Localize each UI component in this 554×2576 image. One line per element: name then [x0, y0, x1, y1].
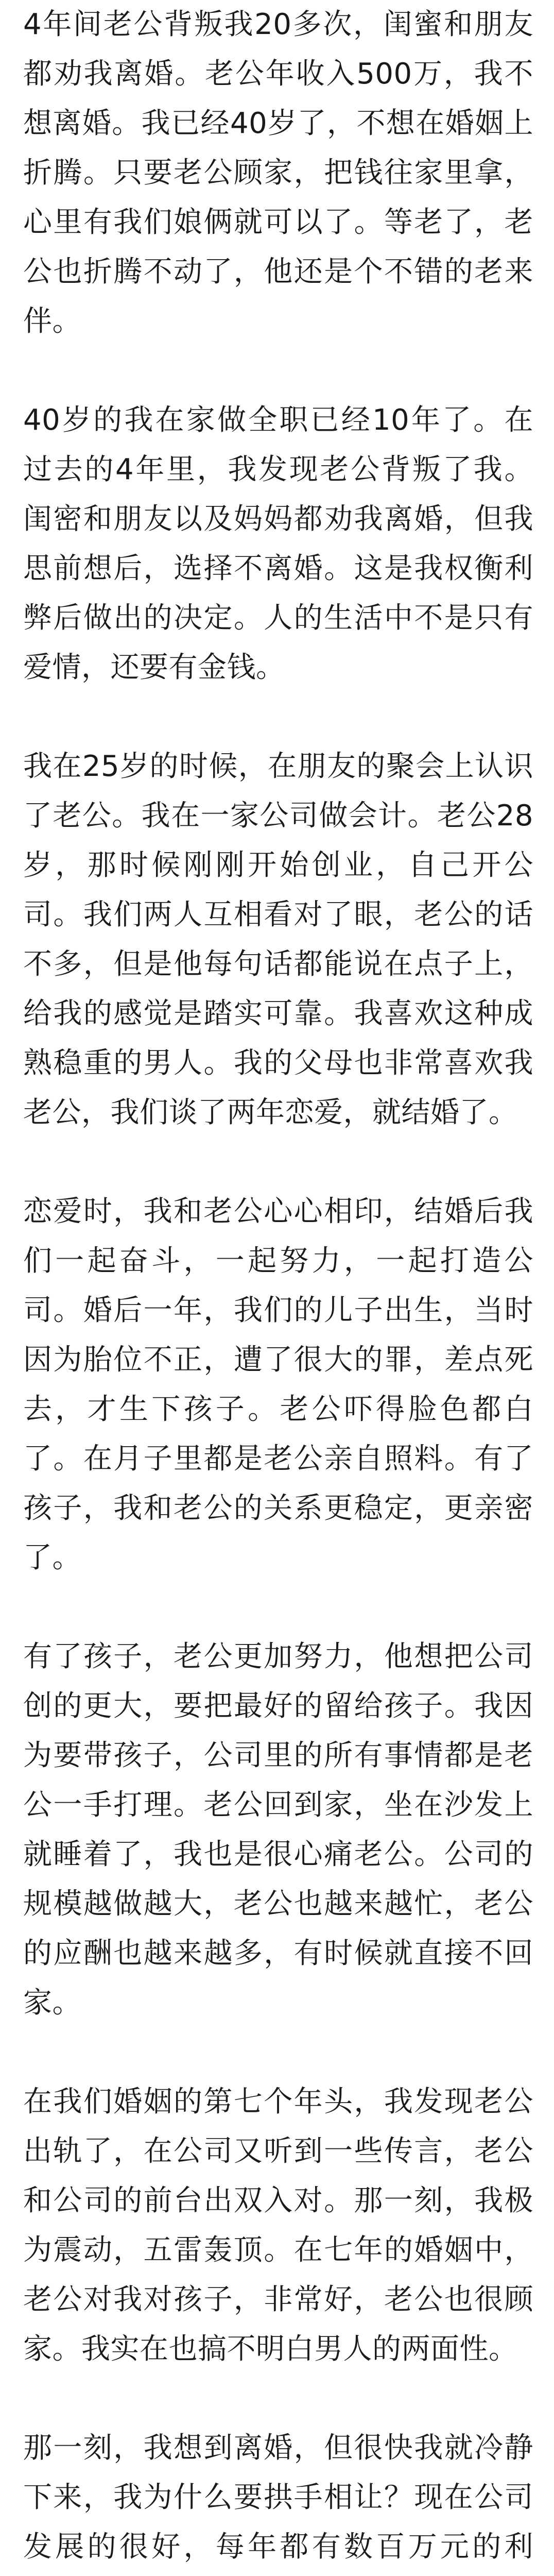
- paragraph-gap: [23, 692, 533, 742]
- paragraph-gap: [23, 2374, 533, 2424]
- paragraph-5: 有了孩子，老公更加努力，他想把公司创的更大，要把最好的留给孩子。我因为要带孩子，公司里的所有事情都是老公一手打理。老公回到家，坐在沙发上就睡着了，我也是很心痛老公。公司的规模越做越大，老公也越来越忙，老公的应酬也越来越多，有时候就直接不回家。: [23, 1640, 533, 2020]
- paragraph-gap: [23, 1583, 533, 1632]
- paragraph-4: 恋爱时，我和老公心心相印，结婚后我们一起奋斗，一起努力，一起打造公司。婚后一年，我们的儿子出生，当时因为胎位不正，遭了很大的罪，差点死去，才生下孩子。老公吓得脸色都白了。在月子里都是老公亲自照料。有了孩子，我和老公的关系更稳定，更亲密了。: [23, 1195, 533, 1574]
- paragraph-2: 40岁的我在家做全职已经10年了。在过去的4年里，我发现老公背叛了我。闺密和朋友以及妈妈都劝我离婚，但我思前想后，选择不离婚。这是我权衡利弊后做出的决定。人的生活中不是只有爱情，还要有金钱。: [23, 403, 533, 684]
- paragraph-1: 4年间老公背叛我20多次，闺蜜和朋友都劝我离婚。老公年收入500万，我不想离婚。我已经40岁了，不想在婚姻上折腾。只要老公顾家，把钱往家里拿，心里有我们娘俩就可以了。等老了，老公也折腾不动了，他还是个不错的老来伴。: [23, 8, 533, 338]
- paragraph-gap: [23, 1138, 533, 1187]
- paragraph-7: 那一刻，我想到离婚，但很快我就冷静下来，我为什么要拱手相让？现在公司发展的很好，每年都有数百万元的利: [23, 2431, 533, 2564]
- paragraph-3: 我在25岁的时候，在朋友的聚会上认识了老公。我在一家公司做会计。老公28岁，那时候刚刚开始创业，自己开公司。我们两人互相看对了眼，老公的话不多，但是他每句话都能说在点子上，给我的感觉是踏实可靠。我喜欢这种成熟稳重的男人。我的父母也非常喜欢我老公，我们谈了两年恋爱，就结婚了。: [23, 750, 533, 1129]
- paragraph-gap: [23, 2028, 533, 2077]
- paragraph-gap: [23, 346, 533, 396]
- paragraph-6: 在我们婚姻的第七个年头，我发现老公出轨了，在公司又听到一些传言，老公和公司的前台出双入对。那一刻，我极为震动，五雷轰顶。在七年的婚姻中，老公对我对孩子，非常好，老公也很顾家。我实在也搞不明白男人的两面性。: [23, 2085, 533, 2366]
